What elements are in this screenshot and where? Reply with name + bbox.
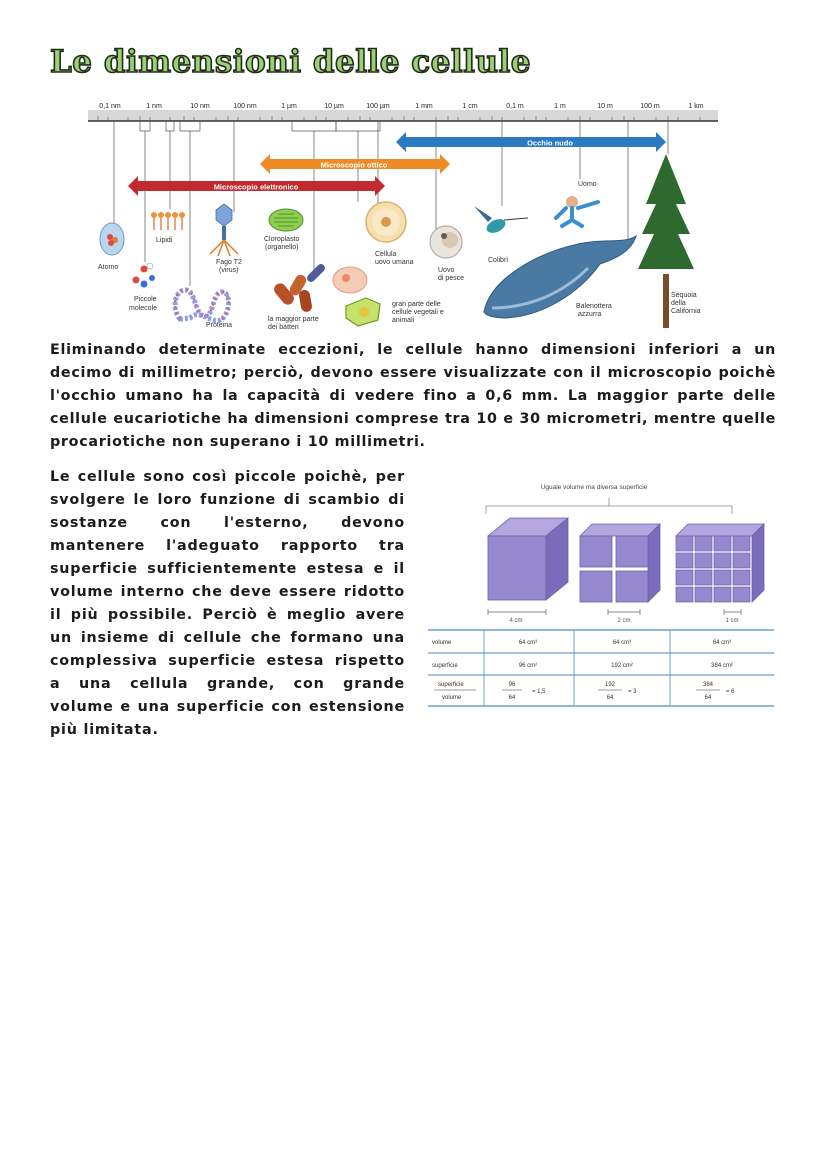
volume-cell: 64 cm³: [612, 640, 632, 646]
tick-label: 1 µm: [281, 103, 297, 110]
surface-volume-figure: [428, 478, 776, 710]
tick-label: 1 cm: [462, 103, 478, 110]
ratio-numerator: 96: [508, 682, 516, 688]
row-label-volume: volume: [432, 640, 452, 646]
cloroplasto-label: Cloroplasto: [264, 236, 300, 243]
fago-label: Fago T2: [216, 259, 242, 266]
cubes-1cm: [676, 524, 764, 602]
ratio-result: = 3: [628, 689, 637, 695]
uovo-pesce-label: Uovo: [438, 267, 455, 274]
tick-label: 0,1 m: [506, 103, 524, 110]
sequoia-label: della: [671, 300, 686, 307]
ratio-numerator: 192: [604, 682, 616, 688]
colibri-label: Colibrì: [488, 257, 509, 264]
ratio-denominator: 64: [704, 695, 712, 701]
piccole-molecole-label: molecole: [129, 305, 158, 312]
fago-label: (virus): [219, 267, 239, 274]
surface-cell: 96 cm²: [518, 663, 538, 669]
tick-label: 1 nm: [146, 103, 162, 110]
cube-4cm: [488, 518, 568, 600]
scale-bar: [88, 110, 718, 121]
ratio-result: = 6: [726, 689, 735, 695]
uomo-label: Uomo: [578, 181, 597, 188]
microscopio-ottico-arrow: [260, 154, 450, 174]
proteina-label: Proteina: [206, 322, 233, 329]
bacteria-icon: [272, 262, 327, 312]
intro-paragraph: Eliminando determinate eccezioni, le cellule hanno dimensioni inferiori a un decimo di millimetro; perciò, devono essere visualizzate con il microscopio poichè l'occhio umano ha la capacità di vedere fino a 0,6 mm. La maggior parte delle cellule eucariotiche ha dimensioni comprese tra 10 e 30 micrometri, mentre quelle procariotiche non superano i 10 millimetri.: [50, 342, 776, 450]
cellule-vegetali-label: cellule vegetali e: [392, 309, 444, 316]
cube-caption: Uguale volume ma diversa superficie: [540, 484, 648, 491]
tick-label: 100 µm: [366, 103, 390, 110]
plant-cell-icon: [346, 298, 380, 326]
man-icon: [556, 196, 598, 226]
microscopio-ottico-label: Microscopio ottico: [320, 160, 388, 170]
size-label: 2 cm: [617, 618, 631, 624]
occhio-nudo-arrow: [396, 132, 666, 152]
atomo-label: Atomo: [98, 264, 119, 271]
balenottera-label: Balenottera: [576, 303, 612, 310]
page-title: Le dimensioni delle cellule: [50, 44, 531, 80]
ratio-numerator: 384: [702, 682, 714, 688]
ratio-result: = 1,5: [532, 689, 546, 695]
tick-label: 0,1 nm: [99, 103, 121, 110]
scale-tick-labels: [99, 103, 703, 110]
human-egg-icon: [366, 202, 406, 242]
lipids-icon: [151, 212, 185, 230]
tick-label: 100 m: [640, 103, 660, 110]
size-scale-figure: [88, 94, 718, 334]
microscopio-elettronico-label: Microscopio elettronico: [213, 182, 299, 192]
cellule-vegetali-label: animali: [392, 317, 415, 324]
ratio-denominator: 64: [606, 695, 614, 701]
batteri-label: dei batteri: [268, 324, 299, 331]
tick-label: 10 m: [597, 103, 613, 110]
animal-cell-icon: [333, 267, 367, 293]
tick-label: 1 mm: [415, 103, 433, 110]
piccole-molecole-label: Piccole: [134, 296, 157, 303]
volume-cell: 64 cm³: [518, 640, 538, 646]
sequoia-label: Sequoia: [671, 292, 697, 299]
small-molecules-icon: [133, 263, 156, 288]
microscopio-elettronico-arrow: [128, 176, 385, 196]
whale-icon: [484, 236, 636, 318]
ratio-denominator: 64: [508, 695, 516, 701]
chloroplast-icon: [269, 209, 303, 231]
balenottera-label: azzurra: [578, 311, 602, 318]
batteri-label: la maggior parte: [268, 316, 319, 323]
surface-cell: 192 cm²: [611, 663, 633, 669]
cellule-vegetali-label: gran parte delle: [392, 301, 441, 308]
tick-label: 10 µm: [324, 103, 344, 110]
hummingbird-icon: [474, 206, 528, 236]
lipidi-label: Lipidi: [156, 237, 173, 244]
protein-icon: [175, 290, 229, 321]
sequoia-label: California: [671, 308, 701, 315]
cellula-umana-label: Cellula: [375, 251, 397, 258]
surface-volume-paragraph: Le cellule sono così piccole poichè, per svolgere le loro funzione di scambio di sostanze con l'esterno, devono mantenere l'adeguato rapporto tra superficie sufficientemente estesa e il volume interno che deve essere ridotto il più possibile. Perciò è meglio avere un insieme di cellule che formano una complessiva superficie estesa rispetto a una cellula grande, con grande volume e una superficie con estensione più limitata.: [50, 469, 405, 738]
tick-label: 100 nm: [233, 103, 257, 110]
size-label: 4 cm: [509, 618, 523, 624]
uovo-pesce-label: di pesce: [438, 275, 465, 282]
cellula-umana-label: uovo umana: [375, 259, 414, 266]
tick-label: 10 nm: [190, 103, 210, 110]
size-label: 1 cm: [725, 618, 739, 624]
tick-label: 1 m: [554, 103, 566, 110]
cloroplasto-label: (organello): [265, 244, 299, 251]
fish-egg-icon: [430, 226, 462, 258]
surface-cell: 384 cm²: [711, 663, 733, 669]
atom-icon: [100, 223, 124, 255]
occhio-nudo-label: Occhio nudo: [527, 138, 573, 148]
ratio-label-den: volume: [442, 695, 462, 701]
ratio-label-num: superficie: [438, 682, 464, 688]
tick-label: 1 km: [688, 103, 704, 110]
cube-table: [428, 630, 774, 706]
volume-cell: 64 cm³: [712, 640, 732, 646]
cubes-2cm: [580, 524, 660, 602]
row-label-superficie: superficie: [432, 663, 458, 669]
